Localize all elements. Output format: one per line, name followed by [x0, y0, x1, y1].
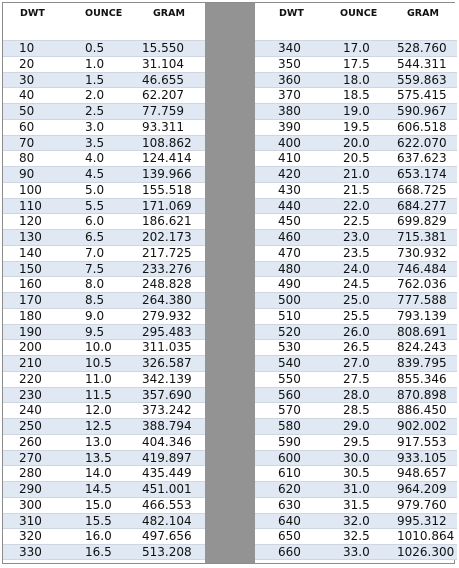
cell-dwt: 330: [19, 545, 42, 559]
table-right-half: [255, 3, 457, 560]
cell-dwt: 230: [19, 387, 42, 402]
cell-ounce: 25.0: [343, 293, 370, 307]
cell-gram: 684.277: [397, 198, 447, 213]
cell-dwt: 110: [19, 198, 42, 213]
cell-dwt: 510: [278, 308, 301, 323]
table-row: [3, 276, 205, 292]
table-row: [3, 402, 205, 418]
table-row: [255, 292, 457, 308]
cell-gram: 264.380: [142, 293, 192, 307]
cell-gram: 466.553: [142, 497, 192, 512]
cell-ounce: 11.5: [85, 387, 112, 402]
cell-gram: 31.104: [142, 56, 184, 71]
cell-ounce: 15.0: [85, 497, 112, 512]
cell-ounce: 21.0: [343, 167, 370, 181]
cell-gram: 217.725: [142, 245, 192, 260]
table-row: [3, 150, 205, 166]
cell-ounce: 4.0: [85, 151, 105, 166]
table-row: [3, 481, 205, 497]
table-row: [3, 339, 205, 355]
table-row: [255, 528, 457, 544]
cell-ounce: 22.5: [343, 214, 370, 229]
cell-dwt: 150: [19, 261, 42, 276]
table-body-right: [255, 40, 457, 560]
cell-ounce: 14.0: [85, 466, 112, 481]
cell-dwt: 550: [278, 371, 301, 386]
cell-ounce: 29.5: [343, 434, 370, 449]
table-row: [3, 528, 205, 544]
table-row: [255, 87, 457, 103]
cell-ounce: 10.5: [85, 356, 112, 370]
cell-dwt: 300: [19, 497, 42, 512]
cell-gram: 528.760: [397, 41, 447, 55]
cell-ounce: 27.0: [343, 356, 370, 370]
cell-dwt: 560: [278, 387, 301, 402]
cell-ounce: 3.0: [85, 119, 105, 134]
cell-dwt: 420: [278, 167, 301, 181]
cell-gram: 513.208: [142, 545, 192, 559]
cell-ounce: 11.0: [85, 371, 112, 386]
cell-ounce: 18.5: [343, 88, 370, 103]
cell-ounce: 19.5: [343, 119, 370, 134]
cell-ounce: 32.5: [343, 529, 370, 544]
table-row: [255, 371, 457, 387]
table-row: [3, 87, 205, 103]
cell-gram: 964.209: [397, 482, 447, 496]
cell-dwt: 190: [19, 324, 42, 339]
cell-ounce: 8.5: [85, 293, 105, 307]
cell-ounce: 14.5: [85, 482, 112, 496]
cell-ounce: 6.0: [85, 214, 105, 229]
cell-dwt: 430: [278, 182, 301, 197]
table-row: [3, 166, 205, 182]
table-row: [3, 513, 205, 529]
cell-dwt: 400: [278, 135, 301, 150]
cell-gram: 326.587: [142, 356, 192, 370]
cell-ounce: 16.0: [85, 529, 112, 544]
cell-gram: 451.001: [142, 482, 192, 496]
cell-ounce: 26.5: [343, 340, 370, 355]
cell-gram: 777.588: [397, 293, 447, 307]
cell-dwt: 250: [19, 419, 42, 433]
cell-dwt: 340: [278, 41, 301, 55]
cell-gram: 839.795: [397, 356, 447, 370]
header-dwt: DWT: [20, 8, 45, 19]
table-row: [3, 72, 205, 88]
cell-ounce: 7.0: [85, 245, 105, 260]
cell-dwt: 370: [278, 88, 301, 103]
cell-dwt: 440: [278, 198, 301, 213]
cell-dwt: 50: [19, 104, 35, 118]
cell-ounce: 15.5: [85, 513, 112, 528]
center-divider: [205, 3, 255, 563]
cell-ounce: 27.5: [343, 371, 370, 386]
cell-dwt: 10: [19, 41, 35, 55]
cell-gram: 108.862: [142, 135, 192, 150]
cell-ounce: 24.5: [343, 277, 370, 292]
cell-ounce: 32.0: [343, 513, 370, 528]
cell-dwt: 160: [19, 277, 42, 292]
cell-ounce: 12.0: [85, 403, 112, 418]
cell-ounce: 4.5: [85, 167, 105, 181]
cell-dwt: 80: [19, 151, 35, 166]
cell-dwt: 90: [19, 167, 35, 181]
cell-gram: 46.655: [142, 72, 184, 87]
cell-ounce: 6.5: [85, 230, 105, 244]
header-ounce: OUNCE: [85, 8, 123, 19]
cell-gram: 590.967: [397, 104, 447, 118]
cell-gram: 202.173: [142, 230, 192, 244]
cell-gram: 295.483: [142, 324, 192, 339]
table-row: [255, 387, 457, 403]
table-row: [3, 198, 205, 214]
cell-gram: 902.002: [397, 419, 447, 433]
cell-gram: 824.243: [397, 340, 447, 355]
table-row: [3, 292, 205, 308]
cell-gram: 808.691: [397, 324, 447, 339]
cell-ounce: 2.5: [85, 104, 105, 118]
cell-gram: 637.623: [397, 151, 447, 166]
cell-dwt: 210: [19, 356, 42, 370]
cell-ounce: 25.5: [343, 308, 370, 323]
cell-dwt: 260: [19, 434, 42, 449]
cell-gram: 388.794: [142, 419, 192, 433]
cell-ounce: 5.0: [85, 182, 105, 197]
cell-gram: 62.207: [142, 88, 184, 103]
cell-dwt: 20: [19, 56, 35, 71]
table-row: [255, 166, 457, 182]
cell-gram: 404.346: [142, 434, 192, 449]
header-dwt: DWT: [279, 8, 304, 19]
table-row: [255, 213, 457, 229]
cell-ounce: 22.0: [343, 198, 370, 213]
table-row: [255, 135, 457, 151]
cell-dwt: 610: [278, 466, 301, 481]
table-header-right: [255, 3, 457, 40]
cell-ounce: 19.0: [343, 104, 370, 118]
cell-dwt: 180: [19, 308, 42, 323]
cell-dwt: 380: [278, 104, 301, 118]
cell-gram: 419.897: [142, 450, 192, 465]
cell-ounce: 24.0: [343, 261, 370, 276]
table-row: [3, 450, 205, 466]
cell-gram: 171.069: [142, 198, 192, 213]
cell-gram: 995.312: [397, 513, 447, 528]
cell-gram: 186.621: [142, 214, 192, 229]
cell-ounce: 28.0: [343, 387, 370, 402]
cell-gram: 155.518: [142, 182, 192, 197]
cell-ounce: 20.5: [343, 151, 370, 166]
table-row: [255, 544, 457, 560]
cell-dwt: 460: [278, 230, 301, 244]
cell-ounce: 2.0: [85, 88, 105, 103]
cell-dwt: 540: [278, 356, 301, 370]
table-row: [255, 245, 457, 261]
cell-gram: 606.518: [397, 119, 447, 134]
cell-gram: 435.449: [142, 466, 192, 481]
table-row: [255, 418, 457, 434]
table-row: [3, 324, 205, 340]
header-gram: GRAM: [407, 8, 439, 19]
cell-ounce: 8.0: [85, 277, 105, 292]
cell-dwt: 410: [278, 151, 301, 166]
table-row: [255, 355, 457, 371]
table-row: [3, 497, 205, 513]
table-row: [3, 103, 205, 119]
cell-gram: 746.484: [397, 261, 447, 276]
cell-dwt: 30: [19, 72, 35, 87]
table-row: [255, 402, 457, 418]
conversion-table: [2, 2, 455, 564]
cell-ounce: 12.5: [85, 419, 112, 433]
cell-dwt: 170: [19, 293, 42, 307]
table-row: [255, 308, 457, 324]
cell-ounce: 3.5: [85, 135, 105, 150]
table-row: [255, 56, 457, 72]
cell-dwt: 390: [278, 119, 301, 134]
cell-gram: 855.346: [397, 371, 447, 386]
cell-ounce: 16.5: [85, 545, 112, 559]
table-row: [255, 229, 457, 245]
table-row: [255, 513, 457, 529]
cell-ounce: 1.0: [85, 56, 105, 71]
table-row: [3, 182, 205, 198]
cell-dwt: 240: [19, 403, 42, 418]
cell-gram: 1010.864: [397, 529, 455, 544]
cell-gram: 668.725: [397, 182, 447, 197]
cell-dwt: 640: [278, 513, 301, 528]
cell-dwt: 70: [19, 135, 35, 150]
cell-ounce: 31.5: [343, 497, 370, 512]
cell-ounce: 33.0: [343, 545, 370, 559]
cell-dwt: 290: [19, 482, 42, 496]
cell-gram: 653.174: [397, 167, 447, 181]
cell-ounce: 13.5: [85, 450, 112, 465]
table-row: [255, 481, 457, 497]
table-row: [3, 229, 205, 245]
table-row: [3, 135, 205, 151]
header-ounce: OUNCE: [340, 8, 378, 19]
cell-dwt: 280: [19, 466, 42, 481]
cell-dwt: 140: [19, 245, 42, 260]
cell-gram: 248.828: [142, 277, 192, 292]
cell-gram: 715.381: [397, 230, 447, 244]
cell-gram: 979.760: [397, 497, 447, 512]
cell-dwt: 60: [19, 119, 35, 134]
cell-ounce: 29.0: [343, 419, 370, 433]
cell-gram: 559.863: [397, 72, 447, 87]
cell-ounce: 17.5: [343, 56, 370, 71]
cell-dwt: 530: [278, 340, 301, 355]
table-row: [255, 198, 457, 214]
table-row: [255, 450, 457, 466]
table-row: [3, 434, 205, 450]
table-row: [255, 40, 457, 56]
cell-ounce: 28.5: [343, 403, 370, 418]
cell-dwt: 450: [278, 214, 301, 229]
cell-gram: 93.311: [142, 119, 184, 134]
cell-dwt: 270: [19, 450, 42, 465]
table-row: [255, 119, 457, 135]
cell-ounce: 13.0: [85, 434, 112, 449]
cell-ounce: 7.5: [85, 261, 105, 276]
cell-ounce: 9.0: [85, 308, 105, 323]
table-row: [255, 434, 457, 450]
cell-dwt: 100: [19, 182, 42, 197]
cell-gram: 886.450: [397, 403, 447, 418]
cell-gram: 342.139: [142, 371, 192, 386]
table-row: [255, 324, 457, 340]
cell-dwt: 570: [278, 403, 301, 418]
table-row: [255, 465, 457, 481]
table-row: [3, 245, 205, 261]
cell-ounce: 23.0: [343, 230, 370, 244]
cell-ounce: 31.0: [343, 482, 370, 496]
cell-ounce: 30.0: [343, 450, 370, 465]
cell-gram: 917.553: [397, 434, 447, 449]
cell-gram: 544.311: [397, 56, 447, 71]
cell-dwt: 480: [278, 261, 301, 276]
cell-ounce: 23.5: [343, 245, 370, 260]
cell-dwt: 580: [278, 419, 301, 433]
table-row: [255, 497, 457, 513]
cell-gram: 311.035: [142, 340, 192, 355]
cell-gram: 497.656: [142, 529, 192, 544]
cell-ounce: 5.5: [85, 198, 105, 213]
cell-dwt: 130: [19, 230, 42, 244]
table-row: [3, 119, 205, 135]
table-row: [255, 150, 457, 166]
cell-dwt: 600: [278, 450, 301, 465]
cell-gram: 575.415: [397, 88, 447, 103]
cell-ounce: 21.5: [343, 182, 370, 197]
cell-ounce: 30.5: [343, 466, 370, 481]
cell-gram: 933.105: [397, 450, 447, 465]
table-row: [3, 465, 205, 481]
cell-dwt: 620: [278, 482, 301, 496]
cell-ounce: 1.5: [85, 72, 105, 87]
cell-gram: 762.036: [397, 277, 447, 292]
cell-gram: 139.966: [142, 167, 192, 181]
cell-gram: 482.104: [142, 513, 192, 528]
cell-ounce: 9.5: [85, 324, 105, 339]
cell-dwt: 220: [19, 371, 42, 386]
cell-dwt: 470: [278, 245, 301, 260]
cell-gram: 622.070: [397, 135, 447, 150]
cell-gram: 279.932: [142, 308, 192, 323]
table-left-half: [3, 3, 205, 560]
table-row: [255, 261, 457, 277]
table-header-left: [3, 3, 205, 40]
table-row: [3, 544, 205, 560]
table-row: [255, 103, 457, 119]
table-row: [3, 40, 205, 56]
table-row: [255, 72, 457, 88]
table-row: [255, 182, 457, 198]
table-row: [3, 418, 205, 434]
cell-gram: 357.690: [142, 387, 192, 402]
cell-dwt: 350: [278, 56, 301, 71]
cell-gram: 233.276: [142, 261, 192, 276]
cell-dwt: 200: [19, 340, 42, 355]
cell-ounce: 0.5: [85, 41, 105, 55]
table-row: [255, 339, 457, 355]
cell-gram: 77.759: [142, 104, 184, 118]
cell-dwt: 630: [278, 497, 301, 512]
cell-ounce: 18.0: [343, 72, 370, 87]
cell-dwt: 650: [278, 529, 301, 544]
table-row: [3, 371, 205, 387]
cell-ounce: 17.0: [343, 41, 370, 55]
cell-gram: 373.242: [142, 403, 192, 418]
cell-dwt: 500: [278, 293, 301, 307]
cell-gram: 1026.300: [397, 545, 455, 559]
cell-dwt: 120: [19, 214, 42, 229]
cell-dwt: 490: [278, 277, 301, 292]
cell-dwt: 660: [278, 545, 301, 559]
table-row: [3, 308, 205, 324]
table-body-left: [3, 40, 205, 560]
cell-gram: 870.898: [397, 387, 447, 402]
table-row: [3, 56, 205, 72]
cell-ounce: 10.0: [85, 340, 112, 355]
cell-gram: 948.657: [397, 466, 447, 481]
cell-ounce: 26.0: [343, 324, 370, 339]
cell-dwt: 310: [19, 513, 42, 528]
cell-dwt: 40: [19, 88, 35, 103]
cell-dwt: 520: [278, 324, 301, 339]
cell-gram: 15.550: [142, 41, 184, 55]
table-row: [3, 261, 205, 277]
cell-gram: 699.829: [397, 214, 447, 229]
table-row: [255, 276, 457, 292]
table-row: [3, 213, 205, 229]
cell-dwt: 360: [278, 72, 301, 87]
cell-gram: 793.139: [397, 308, 447, 323]
cell-dwt: 320: [19, 529, 42, 544]
cell-gram: 124.414: [142, 151, 192, 166]
cell-dwt: 590: [278, 434, 301, 449]
cell-gram: 730.932: [397, 245, 447, 260]
table-row: [3, 387, 205, 403]
header-gram: GRAM: [153, 8, 185, 19]
table-row: [3, 355, 205, 371]
cell-ounce: 20.0: [343, 135, 370, 150]
